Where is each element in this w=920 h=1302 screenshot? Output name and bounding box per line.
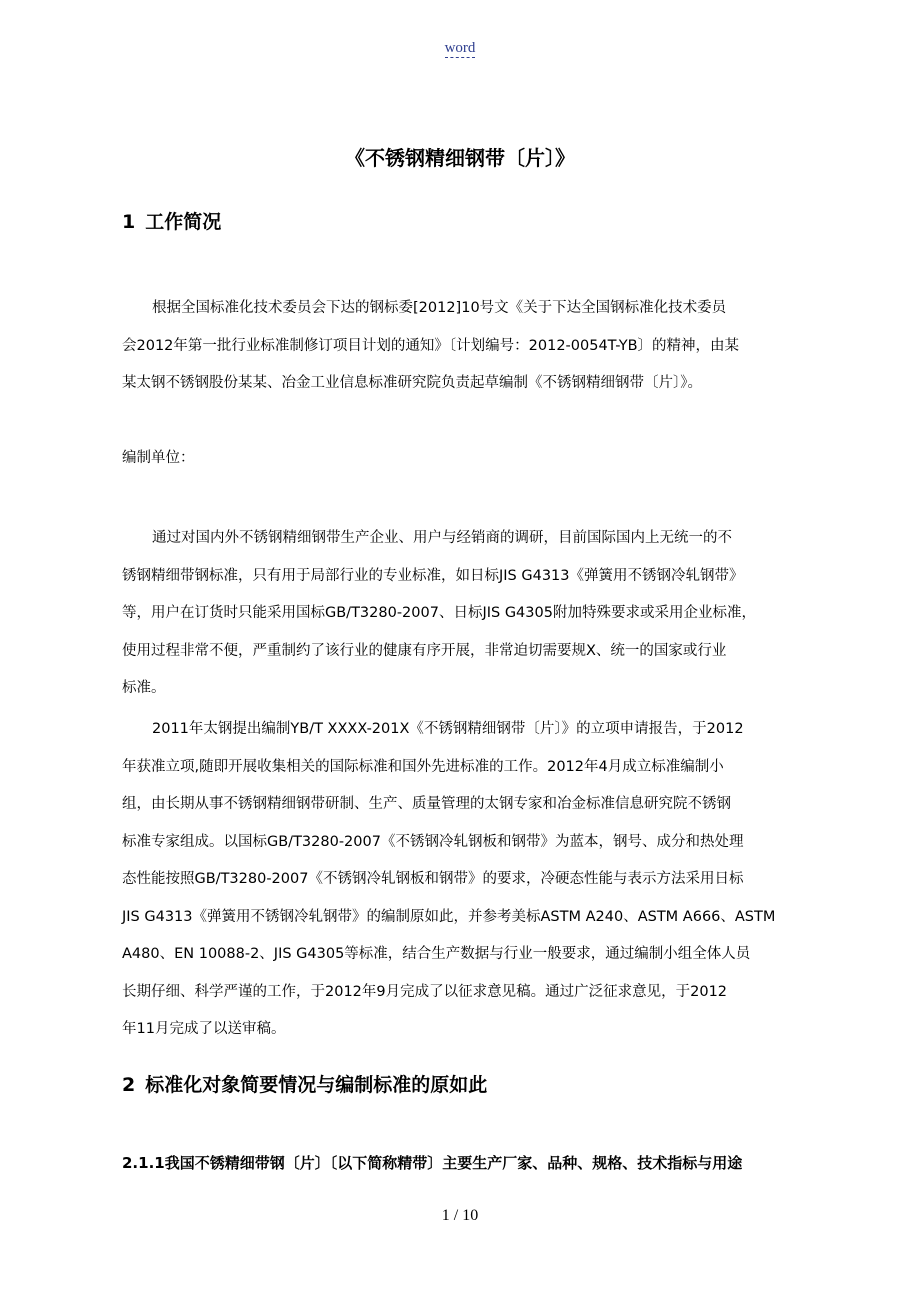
section-2-title: 标准化对象简要情况与编制标准的原如此 xyxy=(145,1074,488,1096)
compile-unit-text: 编制单位： xyxy=(122,450,195,466)
paragraph-line: JIS G4313《弹簧用不锈钢冷轧钢带》的编制原如此，并参考美标ASTM A240、ASTM A666、ASTM xyxy=(122,908,776,925)
section-2-heading xyxy=(122,1070,487,1097)
paragraph-line: 使用过程非常不便，严重制约了该行业的健康有序开展，非常迫切需要规X、统一的国家或行业 xyxy=(122,642,727,659)
paragraph-line: 标准。 xyxy=(122,680,166,696)
paragraph-line: A480、EN 10088-2、JIS G4305等标准，结合生产数据与行业一般要求，通过编制小组全体人员 xyxy=(122,946,751,962)
paragraph-line: 标准专家组成。以国标GB/T3280-2007《不锈钢冷轧钢板和钢带》为蓝本，钢号、成分和热处理 xyxy=(122,833,744,850)
paragraph-line: 态性能按照GB/T3280-2007《不锈钢冷轧钢板和钢带》的要求，冷硬态性能与表示方法采用日标 xyxy=(122,871,744,887)
paragraph-line: 等，用户在订货时只能采用国标GB/T3280-2007、日标JIS G4305附加特殊要求或采用企业标准， xyxy=(122,605,756,621)
paragraph-line: 长期仔细、科学严谨的工作，于2012年9月完成了以征求意见稿。通过广泛征求意见，于2012 xyxy=(122,983,728,1000)
paragraph-work-basis xyxy=(122,290,802,403)
section-1-heading xyxy=(122,207,221,234)
paragraph-line: 根据全国标准化技术委员会下达的钢标委[2012]10号文《关于下达全国钢标准化技术委员 xyxy=(152,300,727,316)
section-1-title: 工作简况 xyxy=(145,211,222,233)
paragraph-history xyxy=(122,711,802,1049)
paragraph-line: 组，由长期从事不锈钢精细钢带研制、生产、质量管理的太钢专家和冶金标准信息研究院不锈钢 xyxy=(122,796,731,812)
paragraph-line: 2011年太钢提出编制YB/T XXXX-201X《不锈钢精细钢带〔片〕》的立项申请报告，于2012 xyxy=(152,721,744,737)
paragraph-background xyxy=(122,520,802,708)
compile-unit-label xyxy=(122,440,802,478)
paragraph-line: 会2012年第一批行业标准制修订项目计划的通知》〔计划编号：2012-0054T-YB〕的精神，由某 xyxy=(122,337,740,354)
subsection-heading: 2.1.1我国不锈精细带钢〔片〕〔以下简称精带〕主要生产厂家、品种、规格、技术指标与用途 xyxy=(122,1154,743,1172)
section-2-number: 2 xyxy=(122,1074,136,1096)
paragraph-line: 通过对国内外不锈钢精细钢带生产企业、用户与经销商的调研，目前国际国内上无统一的不 xyxy=(152,530,732,546)
paragraph-line: 锈钢精细带钢标准，只有用于局部行业的专业标准，如日标JIS G4313《弹簧用不锈钢冷轧钢带》 xyxy=(122,567,744,584)
section-1-number: 1 xyxy=(122,211,136,233)
document-title: 《不锈钢精细钢带〔片〕》 xyxy=(345,146,575,170)
header-link-text[interactable]: word xyxy=(444,40,476,56)
paragraph-line: 某太钢不锈钢股份某某、冶金工业信息标准研究院负责起草编制《不锈钢精细钢带〔片〕》。 xyxy=(122,375,702,391)
header-link[interactable] xyxy=(0,40,920,57)
paragraph-line: 年11月完成了以送审稿。 xyxy=(122,1021,286,1037)
page-indicator: 1 / 10 xyxy=(441,1207,479,1224)
paragraph-line: 年获准立项,随即开展收集相关的国际标准和国外先进标准的工作。2012年4月成立标准编制小 xyxy=(122,758,724,775)
